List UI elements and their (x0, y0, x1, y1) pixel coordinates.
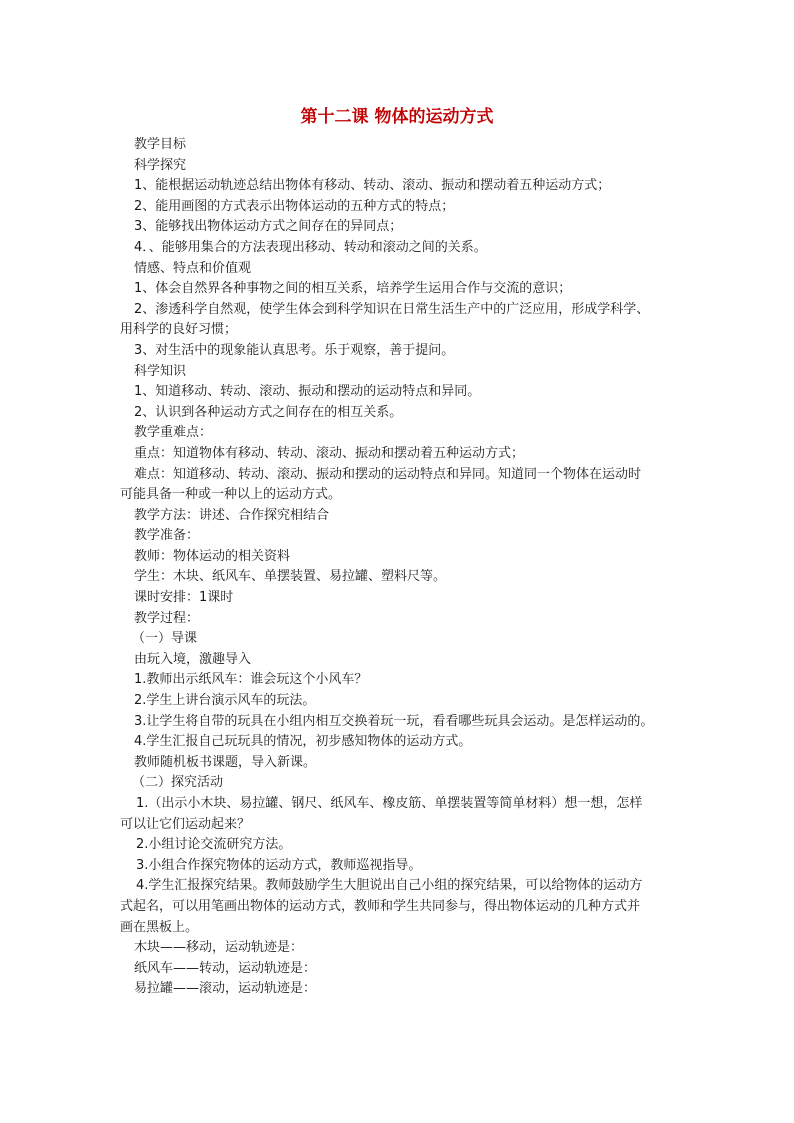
section-heading: 教学准备： (134, 528, 200, 544)
paragraph-line: 教师随机板书课题，导入新课。 (134, 754, 317, 770)
paragraph-line: 木块——移动，运动轨迹是： (134, 940, 304, 956)
list-item: 1.（出示小木块、易拉罐、钢尺、纸风车、橡皮筋、单摆装置等简单材料）想一想，怎样 (136, 796, 643, 811)
list-item: 2、认识到各种运动方式之间存在的相互关系。 (134, 404, 403, 420)
list-item: 4．、能够用集合的方法表现出移动、转动和滚动之间的关系。 (134, 239, 487, 255)
list-item: 3.小组合作探究物体的运动方式，教师巡视指导。 (136, 857, 422, 873)
paragraph-continuation: 可能具备一种或一种以上的运动方式。 (120, 487, 342, 503)
subsection-heading: （一）导课 (132, 631, 198, 647)
list-item-continuation: 画在黑板上。 (120, 919, 199, 935)
list-item: 1.教师出示纸风车：谁会玩这个小风车？ (134, 672, 368, 688)
paragraph-line: 教师：物体运动的相关资料 (134, 548, 291, 564)
list-item-continuation: 式起名，可以用笔画出物体的运动方式，教师和学生共同参与，得出物体运动的几种方式并 (120, 898, 641, 914)
subsection-heading: 情感、特点和价值观 (134, 260, 252, 276)
paragraph-line: 学生：木块、纸风车、单摆装置、易拉罐、塑料尺等。 (134, 569, 447, 585)
paragraph-line: 教学方法：讲述、合作探究相结合 (134, 507, 330, 523)
list-item: 1、体会自然界各种事物之间的相互关系，培养学生运用合作与交流的意识； (134, 281, 572, 297)
list-item: 4.学生汇报探究结果。教师鼓励学生大胆说出自己小组的探究结果，可以给物体的运动方 (136, 878, 643, 894)
section-heading: 教学过程： (134, 610, 200, 626)
paragraph-line: 难点：知道移动、转动、滚动、振动和摆动的运动特点和异同。知道同一个物体在运动时 (134, 466, 642, 482)
list-item: 2.学生上讲台演示风车的玩法。 (134, 693, 316, 709)
list-item-continuation: 可以让它们运动起来？ (120, 816, 251, 832)
paragraph-line: 纸风车——转动，运动轨迹是： (134, 960, 317, 976)
subsection-heading: 科学探究 (134, 157, 187, 173)
paragraph-line: 课时安排：1课时 (134, 590, 234, 606)
subsection-heading: 科学知识 (134, 363, 187, 379)
paragraph-line: 易拉罐——滚动，运动轨迹是： (134, 981, 317, 997)
lesson-body (120, 135, 680, 1000)
section-heading: 教学目标 (134, 137, 187, 152)
list-item: 2、渗透科学自然观，使学生体会到科学知识在日常生活生产中的广泛应用，形成学科学、 (134, 301, 650, 317)
lesson-title: 第十二课 物体的运动方式 (300, 107, 494, 127)
list-item: 3、能够找出物体运动方式之间存在的异同点； (134, 219, 403, 235)
list-item: 1、知道移动、转动、滚动、振动和摆动的运动特点和异同。 (134, 384, 481, 400)
list-item: 2.小组讨论交流研究方法。 (136, 837, 292, 853)
paragraph-line: 由玩入境，激趣导入 (134, 651, 252, 667)
section-heading: 教学重难点： (134, 425, 213, 441)
subsection-heading: （二）探究活动 (132, 775, 224, 791)
list-item: 3.让学生将自带的玩具在小组内相互交换着玩一玩，看看哪些玩具会运动。是怎样运动的。 (134, 713, 654, 729)
list-item-continuation: 用科学的良好习惯； (120, 322, 238, 338)
list-item: 3、对生活中的现象能认真思考。乐于观察，善于提问。 (134, 342, 455, 358)
list-item: 2、能用画图的方式表示出物体运动的五种方式的特点； (134, 198, 455, 214)
list-item: 1、能根据运动轨迹总结出物体有移动、转动、滚动、振动和摆动着五种运动方式； (134, 178, 611, 194)
paragraph-line: 重点：知道物体有移动、转动、滚动、振动和摆动着五种运动方式； (134, 445, 525, 461)
list-item: 4.学生汇报自己玩玩具的情况，初步感知物体的运动方式。 (134, 734, 472, 750)
